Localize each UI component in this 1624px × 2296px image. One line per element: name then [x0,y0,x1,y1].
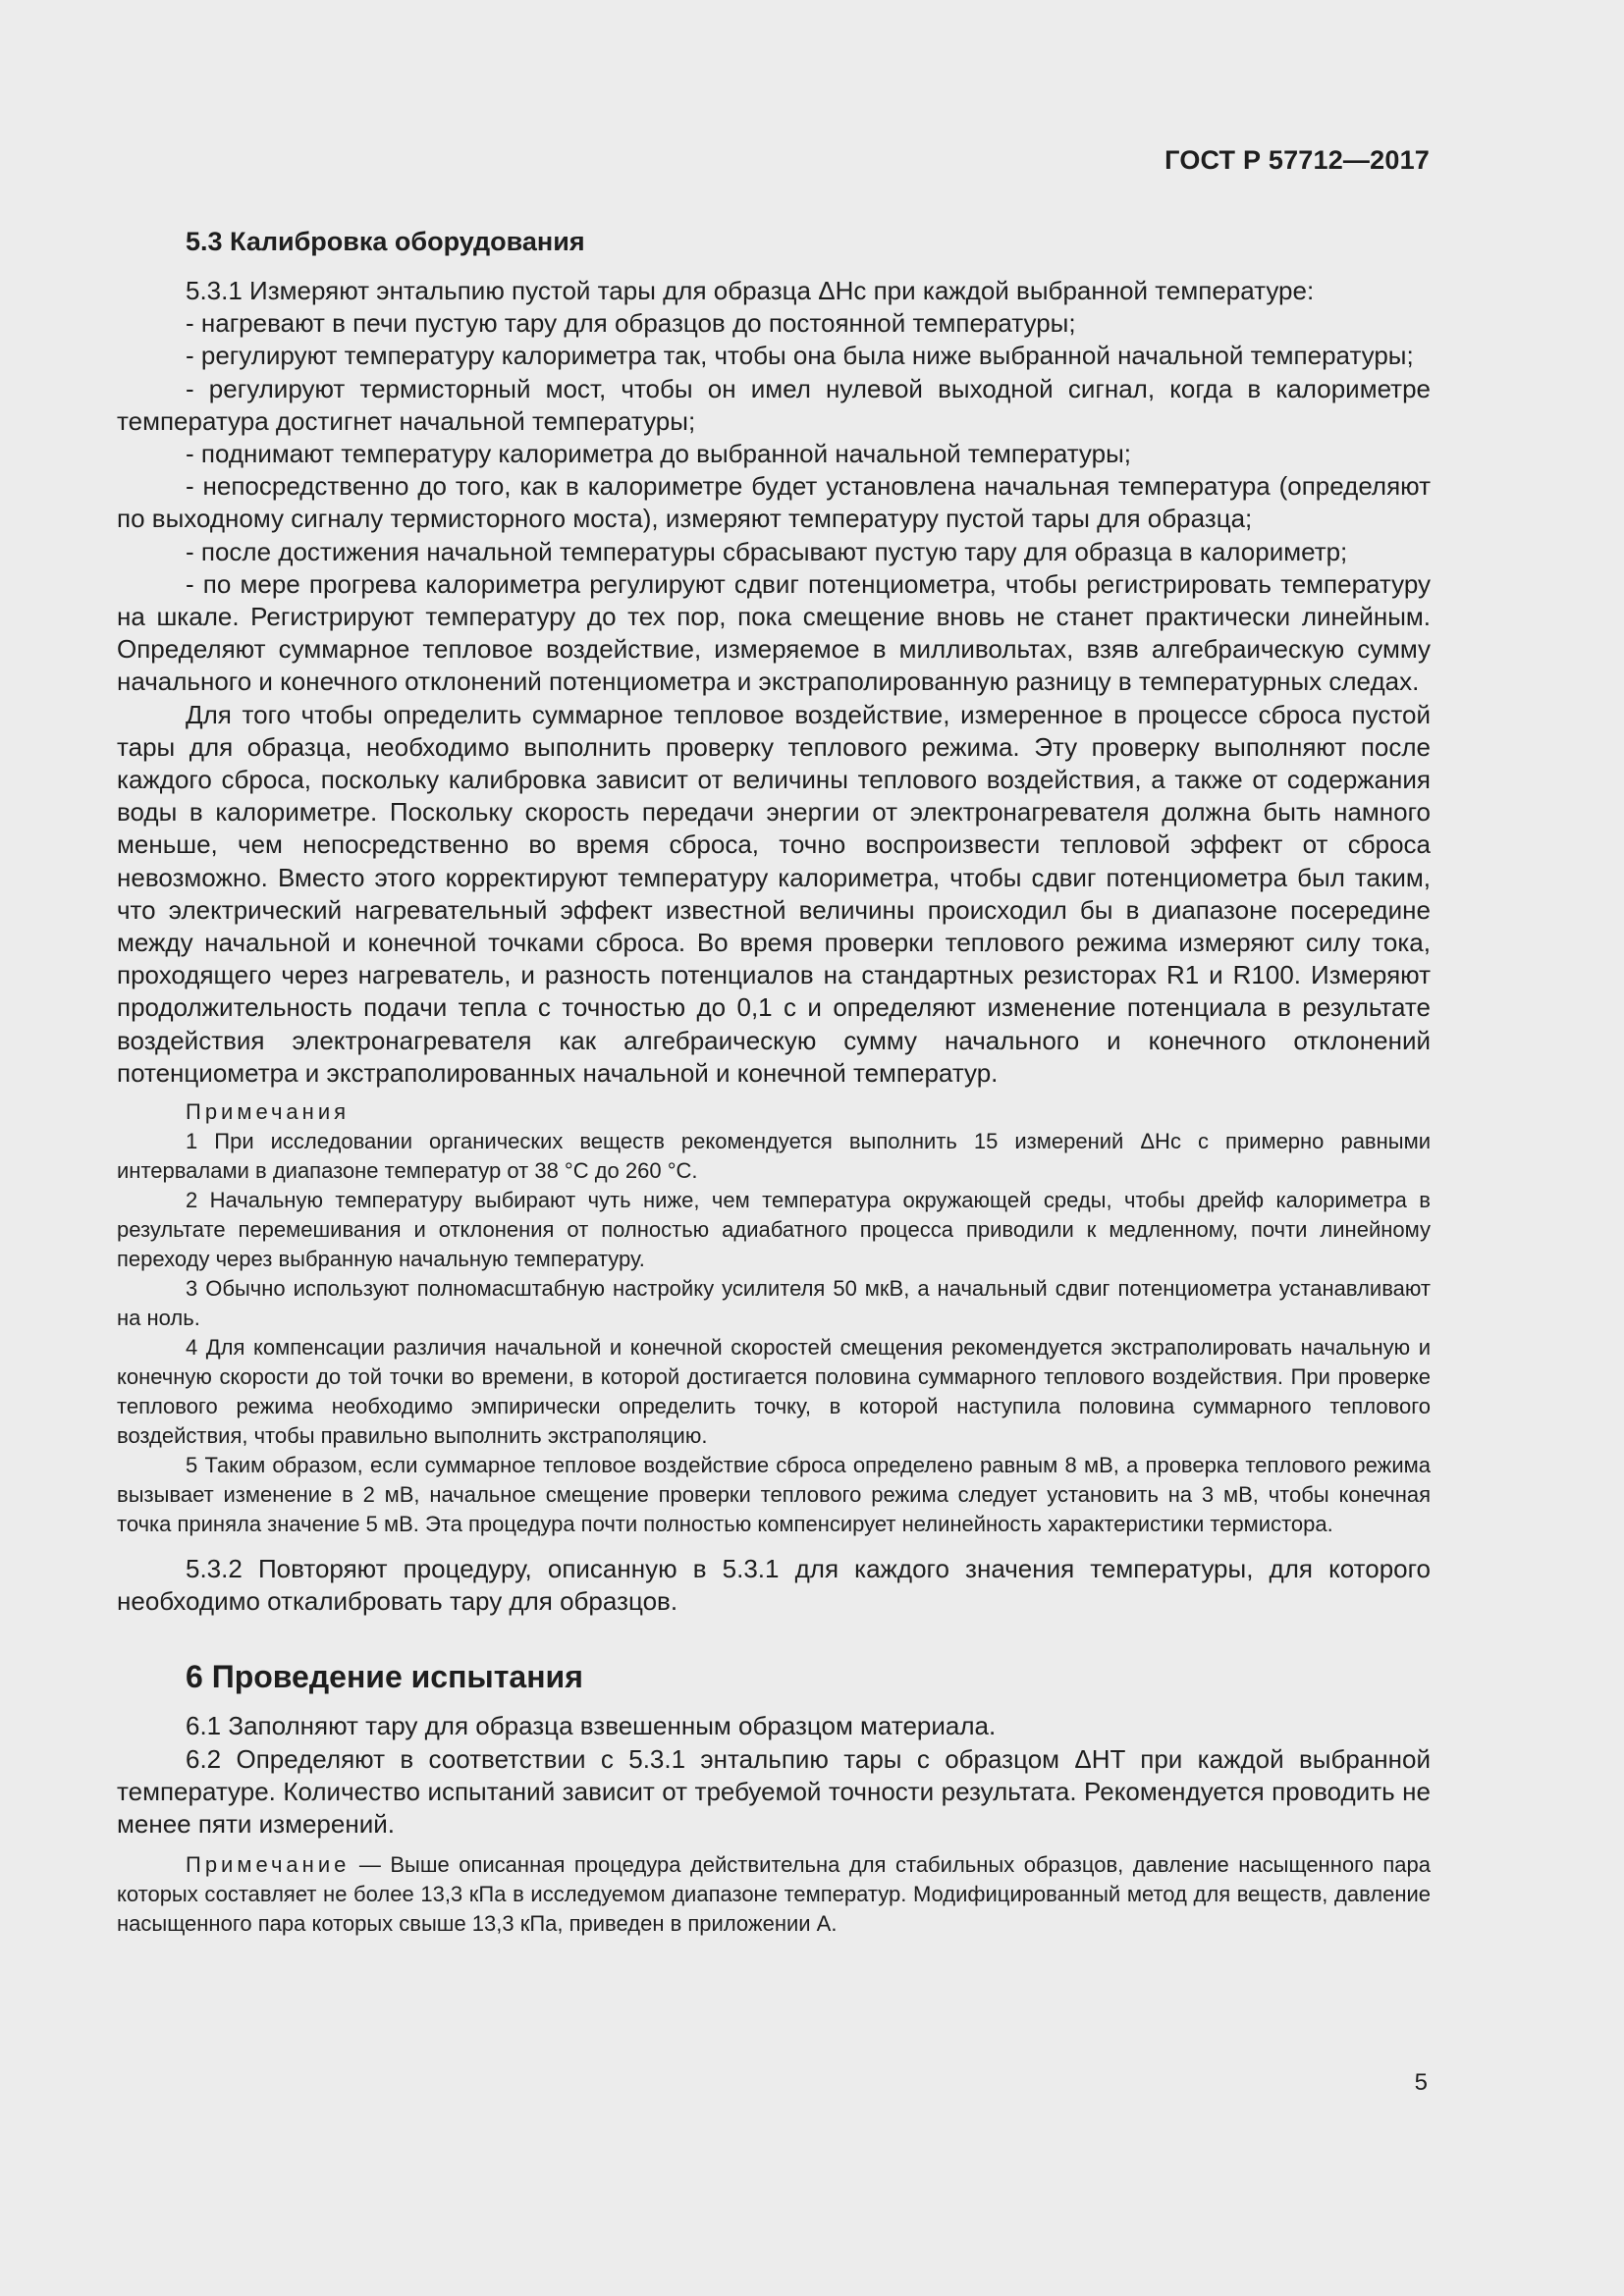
page-content [117,222,1431,1952]
paragraph-6-1: 6.1 Заполняют тару для образца взвешенным образцом материала. [186,1711,997,1741]
page-number: 5 [1414,2069,1428,2096]
note-body: — Выше описанная процедура действительна для стабильных образцов, давление насыщенного пара которых составляет не более 13,3 кПа в исследуемом диапазоне температур. Модифицированный метод для веществ, давление насыщенного пара которых свыше 13,3 кПа, приведен в приложении А. [117,1852,1431,1937]
note-item: 4 Для компенсации различия начальной и конечной скоростей смещения рекомендуется экстраполировать начальную и конечную скорости до той точки во времени, в которой достигается половина суммарного теплового воздействия. При проверке теплового режима необходимо эмпирически определить точку, в которой наступила половина суммарного теплового воздействия, чтобы правильно выполнить экстраполяцию. [117,1335,1431,1449]
note-label: Примечание [186,1852,351,1878]
note-item: 3 Обычно используют полномасштабную настройку усилителя 50 мкВ, а начальный сдвиг потенциометра устанавливают на ноль. [117,1276,1431,1331]
paragraph-5-3-2: 5.3.2 Повторяют процедуру, описанную в 5.3.1 для каждого значения температуры, для которого необходимо откалибровать тару для образцов. [117,1554,1431,1617]
list-item: - регулируют температуру калориметра так, чтобы она была ниже выбранной начальной температуры; [186,341,1414,371]
notes-title: Примечания [186,1099,351,1125]
document-code-header: ГОСТ Р 57712—2017 [1164,145,1430,175]
list-item: - нагревают в печи пустую тару для образцов до постоянной температуры; [186,308,1076,339]
list-item: - после достижения начальной температуры сбрасывают пустую тару для образца в калориметр; [186,536,1348,566]
paragraph-5-3-1: 5.3.1 Измеряют энтальпию пустой тары для образца ΔHc при каждой выбранной температуре: [186,276,1315,305]
note-item: 2 Начальную температуру выбирают чуть ниже, чем температура окружающей среды, чтобы дрейф калориметра в результате перемешивания и отклонения от полностью адиабатного процесса приводили к медленному, почти линейному переходу через выбранную начальную температуру. [117,1188,1431,1272]
note-item: 5 Таким образом, если суммарное тепловое воздействие сброса определено равным 8 мВ, а проверка теплового режима вызывает изменение в 2 мВ, начальное смещение проверки теплового режима следует установить на 3 мВ, чтобы конечная точка приняла значение 5 мВ. Эта процедура почти полностью компенсирует нелинейность характеристики термистора. [117,1453,1431,1537]
list-item: - по мере прогрева калориметра регулируют сдвиг потенциометра, чтобы регистрировать температуру на шкале. Регистрируют температуру до тех пор, пока смещение вновь не станет практически линейным. Определяют суммарное тепловое воздействие, измеряемое в милливольтах, взяв алгебраическую сумму начального и конечного отклонений потенциометра и экстраполированную разницу в температурных следах. [117,568,1431,697]
paragraph-6-2: 6.2 Определяют в соответствии с 5.3.1 энтальпию тары с образцом ΔHT при каждой выбранной температуре. Количество испытаний зависит от требуемой точности результата. Рекомендуется проводить не менее пяти измерений. [117,1743,1431,1840]
notes-block [117,1097,1431,1539]
section-5-3-title: 5.3 Калибровка оборудования [186,227,585,256]
section-6-title: 6 Проведение испытания [186,1659,583,1695]
section-6-note [117,1850,1431,1939]
list-item: - непосредственно до того, как в калориметре будет установлена начальная температура (определяют по выходному сигналу термисторного моста), измеряют температуру пустой тары для образца; [117,471,1431,534]
paragraph-heat-check: Для того чтобы определить суммарное тепловое воздействие, измеренное в процессе сброса пустой тары для образца, необходимо выполнить проверку теплового режима. Эту проверку выполняют после каждого сброса, поскольку калибровка зависит от величины теплового воздействия, а также от содержания воды в калориметре. Поскольку скорость передачи энергии от электронагревателя должна быть намного меньше, чем непосредственно во время сброса, точно воспроизвести тепловой эффект от сброса невозможно. Вместо этого корректируют температуру калориметра, чтобы сдвиг потенциометра был таким, что электрический нагревательный эффект известной величины происходил бы в диапазоне посередине между начальной и конечной точками сброса. Во время проверки теплового режима измеряют силу тока, проходящего через нагреватель, и разность потенциалов на стандартных резисторах R1 и R100. Измеряют продолжительность подачи тепла с точностью до 0,1 с и определяют изменение потенциала в результате воздействия электронагревателя как алгебраическую сумму начального и конечного отклонений потенциометра и экстраполированных начальной и конечной температур. [117,699,1431,1088]
list-item: - поднимают температуру калориметра до выбранной начальной температуры; [186,439,1132,469]
list-item: - регулируют термисторный мост, чтобы он имел нулевой выходной сигнал, когда в калориметре температура достигнет начальной температуры; [117,373,1431,436]
section-6-note-text [117,1850,1431,1939]
note-item: 1 При исследовании органических веществ рекомендуется выполнить 15 измерений ΔHc с примерно равными интервалами в диапазоне температур от 38 °C до 260 °C. [117,1129,1431,1184]
